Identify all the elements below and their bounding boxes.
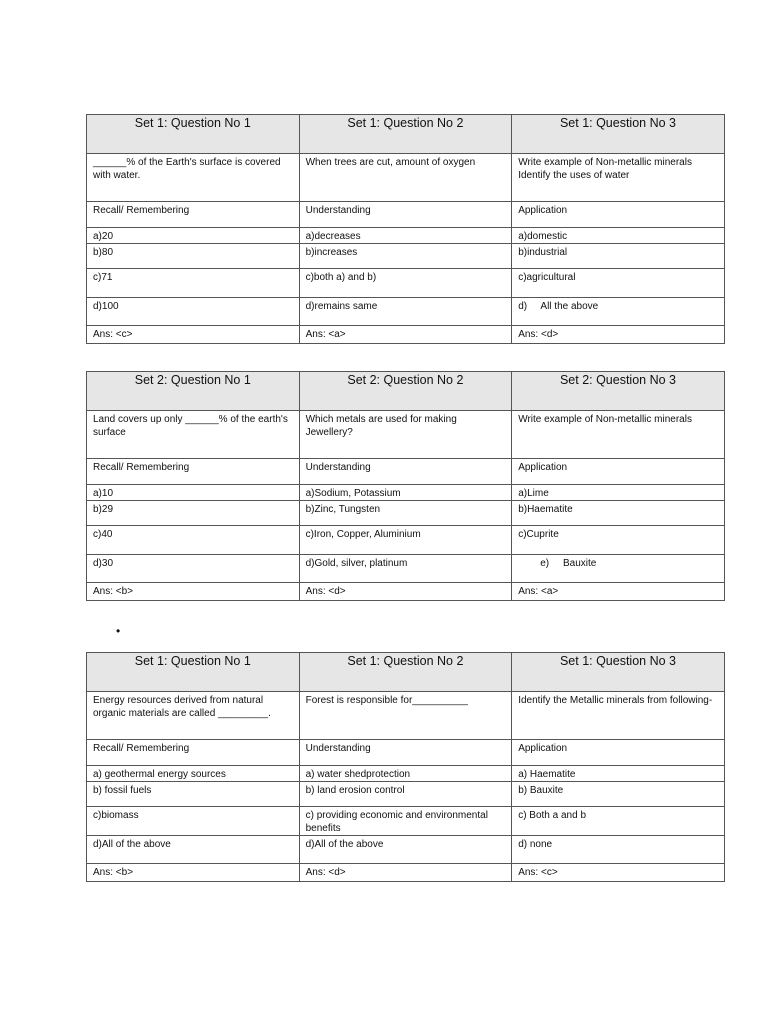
level-cell: Understanding (299, 459, 512, 485)
level-row (87, 740, 725, 766)
option-cell: a)Sodium, Potassium (299, 485, 512, 501)
answer-cell: Ans: <c> (512, 864, 725, 882)
header-row (87, 372, 725, 411)
header-cell: Set 1: Question No 3 (512, 653, 725, 692)
question-cell: Energy resources derived from natural organic materials are called _________. (87, 692, 300, 740)
header-row (87, 653, 725, 692)
answer-row (87, 864, 725, 882)
question-cell: Write example of Non-metallic minerals (512, 411, 725, 459)
option-cell: d) All the above (512, 298, 725, 326)
option-row (87, 807, 725, 836)
level-cell: Understanding (299, 202, 512, 228)
option-cell: b)29 (87, 501, 300, 526)
question-row (87, 411, 725, 459)
answer-cell: Ans: <d> (299, 864, 512, 882)
option-cell: c)agricultural (512, 269, 725, 298)
option-cell: d)All of the above (87, 836, 300, 864)
level-cell: Application (512, 202, 725, 228)
option-row (87, 501, 725, 526)
option-row (87, 485, 725, 501)
level-cell: Understanding (299, 740, 512, 766)
option-row (87, 526, 725, 555)
answer-cell: Ans: <b> (87, 864, 300, 882)
question-cell: Forest is responsible for__________ (299, 692, 512, 740)
level-cell: Recall/ Remembering (87, 202, 300, 228)
question-table-set-1 (86, 114, 725, 344)
option-cell: d)30 (87, 555, 300, 583)
option-row (87, 244, 725, 269)
answer-cell: Ans: <b> (87, 583, 300, 601)
level-cell: Application (512, 740, 725, 766)
option-cell: c)40 (87, 526, 300, 555)
option-cell: b)80 (87, 244, 300, 269)
question-cell: When trees are cut, amount of oxygen (299, 154, 512, 202)
answer-cell: Ans: <a> (299, 326, 512, 344)
header-cell: Set 2: Question No 1 (87, 372, 300, 411)
option-cell: a)10 (87, 485, 300, 501)
option-cell: b)industrial (512, 244, 725, 269)
answer-cell: Ans: <c> (87, 326, 300, 344)
option-cell: c)71 (87, 269, 300, 298)
option-cell: d)remains same (299, 298, 512, 326)
option-row (87, 298, 725, 326)
option-cell: a)20 (87, 228, 300, 244)
level-row (87, 202, 725, 228)
option-cell: b)increases (299, 244, 512, 269)
bullet-mark: • (116, 624, 121, 638)
header-cell: Set 1: Question No 2 (299, 653, 512, 692)
header-cell: Set 1: Question No 3 (512, 115, 725, 154)
question-cell: Identify the Metallic minerals from following- (512, 692, 725, 740)
option-cell: b) land erosion control (299, 782, 512, 807)
option-cell: a) Haematite (512, 766, 725, 782)
answer-cell: Ans: <d> (299, 583, 512, 601)
level-cell: Recall/ Remembering (87, 459, 300, 485)
question-row (87, 154, 725, 202)
option-cell: c)both a) and b) (299, 269, 512, 298)
level-cell: Application (512, 459, 725, 485)
option-cell: d)All of the above (299, 836, 512, 864)
option-cell: e) Bauxite (512, 555, 725, 583)
question-cell: Write example of Non-metallic minerals Identify the uses of water (512, 154, 725, 202)
answer-row (87, 583, 725, 601)
header-cell: Set 1: Question No 1 (87, 115, 300, 154)
option-row (87, 228, 725, 244)
level-cell: Recall/ Remembering (87, 740, 300, 766)
option-cell: b) Bauxite (512, 782, 725, 807)
option-row (87, 782, 725, 807)
option-cell: a)Lime (512, 485, 725, 501)
option-row (87, 766, 725, 782)
header-cell: Set 1: Question No 1 (87, 653, 300, 692)
question-cell: ______% of the Earth's surface is covered with water. (87, 154, 300, 202)
level-row (87, 459, 725, 485)
option-cell: a)decreases (299, 228, 512, 244)
option-cell: a) geothermal energy sources (87, 766, 300, 782)
question-table-set-2 (86, 371, 725, 601)
question-table-set-3 (86, 652, 725, 882)
option-cell: a)domestic (512, 228, 725, 244)
option-row (87, 269, 725, 298)
option-row (87, 555, 725, 583)
question-cell: Land covers up only ______% of the earth's surface (87, 411, 300, 459)
answer-row (87, 326, 725, 344)
option-cell: a) water shedprotection (299, 766, 512, 782)
option-cell: d)100 (87, 298, 300, 326)
option-cell: c) providing economic and environmental benefits (299, 807, 512, 836)
answer-cell: Ans: <a> (512, 583, 725, 601)
option-cell: c)Iron, Copper, Aluminium (299, 526, 512, 555)
question-row (87, 692, 725, 740)
option-cell: b)Zinc, Tungsten (299, 501, 512, 526)
header-cell: Set 2: Question No 2 (299, 372, 512, 411)
option-cell: c)biomass (87, 807, 300, 836)
option-cell: c) Both a and b (512, 807, 725, 836)
question-cell: Which metals are used for making Jewellery? (299, 411, 512, 459)
option-cell: b)Haematite (512, 501, 725, 526)
option-cell: d) none (512, 836, 725, 864)
option-cell: c)Cuprite (512, 526, 725, 555)
header-cell: Set 1: Question No 2 (299, 115, 512, 154)
answer-cell: Ans: <d> (512, 326, 725, 344)
option-cell: d)Gold, silver, platinum (299, 555, 512, 583)
header-cell: Set 2: Question No 3 (512, 372, 725, 411)
header-row (87, 115, 725, 154)
option-cell: b) fossil fuels (87, 782, 300, 807)
option-row (87, 836, 725, 864)
